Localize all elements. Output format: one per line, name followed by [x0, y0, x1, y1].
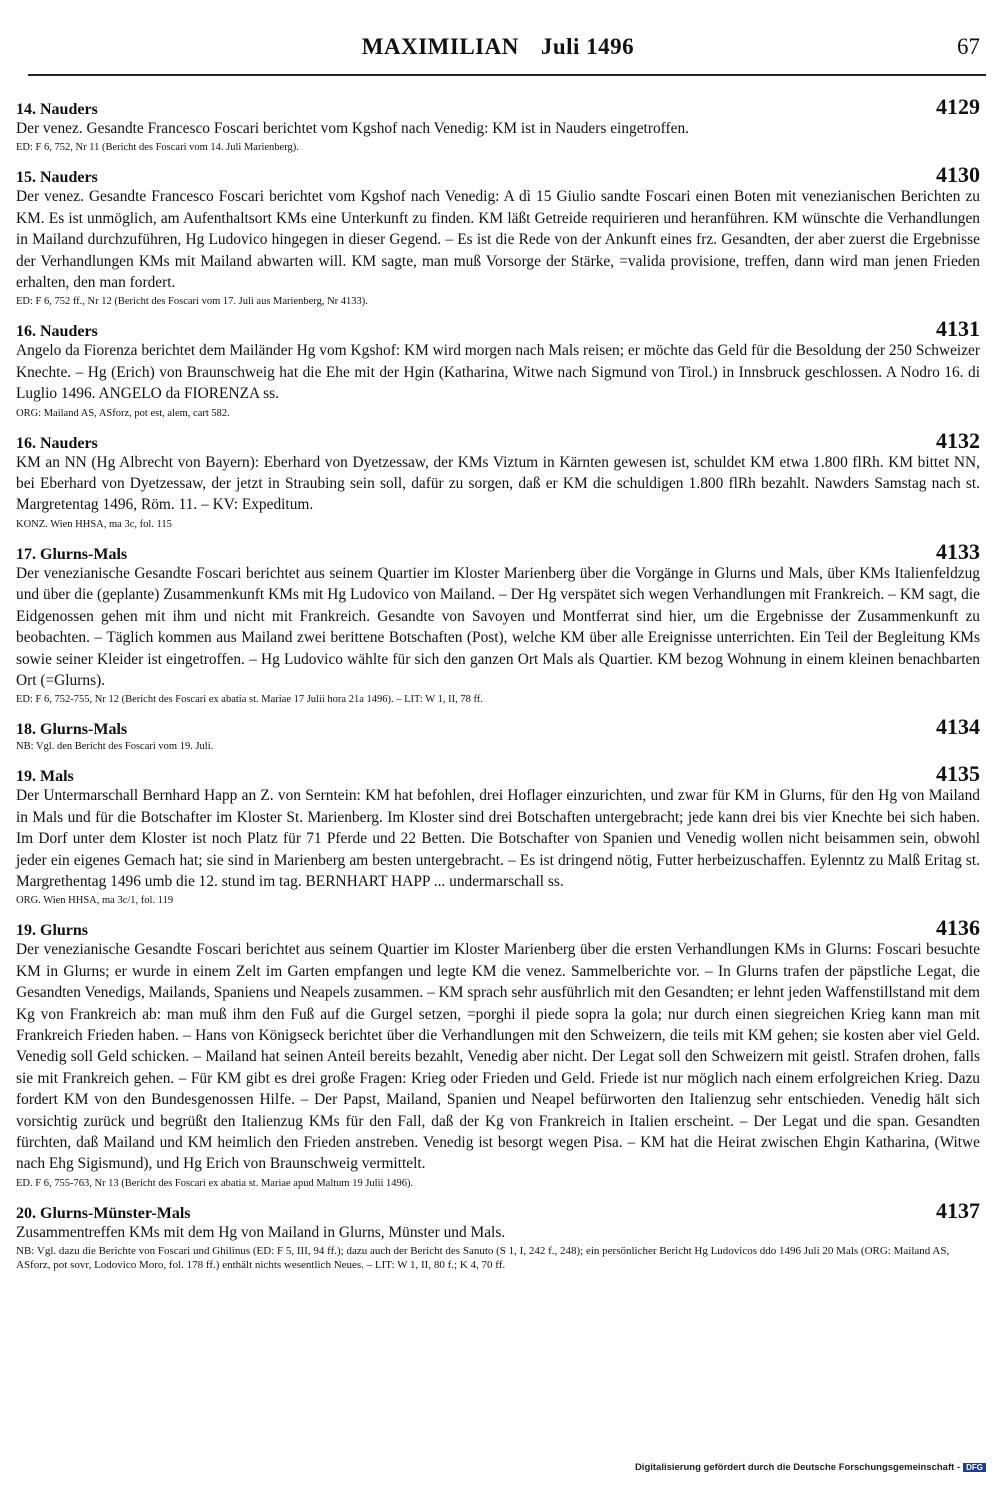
entry-4130	[16, 162, 980, 310]
entry-source: ORG. Wien HHSA, ma 3c/1, fol. 119	[16, 895, 174, 907]
entry-place: 20. Glurns-Münster-Mals	[16, 1204, 191, 1222]
entry-source: NB: Vgl. dazu die Berichte von Foscari und Ghilinus (ED: F 5, III, 94 ff.); dazu auch der Bericht des Sanuto (S 1, I, 242 f., 248); ein persönlicher Bericht Hg Ludovicos ddo 1496 Juli 20 Mals (ORG: Mailand AS, ASforz, pot sovr, Lodovico Moro, fol. 178 ff.) enthält nichts wesentlich Neues. – LIT: W 1, II, 80 f.; K 4, 70 ff.	[16, 1245, 950, 1272]
entry-text: Angelo da Fiorenza berichtet dem Mailänder Hg vom Kgshof: KM wird morgen nach Mals reisen; er möchte das Geld für die Besoldung der 250 Schweizer Knechte. – Hg (Erich) von Braunschweig hat die Ehe mit der Hgin (Katharina, Witwe nach Sigmund von Tirol.) in Innsbruck geschlossen. A Nodro 16. di Luglio 1496. ANGELO da FIORENZA ss.	[16, 342, 980, 403]
entry-4131	[16, 316, 980, 421]
entry-4132	[16, 428, 980, 533]
entry-source: ED: F 6, 752-755, Nr 12 (Bericht des Foscari ex abatia st. Mariae 17 Julii hora 21a 1496). – LIT: W 1, II, 78 ff.	[16, 694, 483, 706]
header-rule	[28, 74, 986, 76]
entry-text: Der venez. Gesandte Francesco Foscari berichtet vom Kgshof nach Venedig: A dì 15 Giulio sandte Foscari einen Boten mit venezianischen Berichten zu KM. Es ist unmöglich, am Aufenthaltsort KMs eine Unterkunft zu finden. KM läßt Getreide requirieren und heranführen. KM wünschte die Verhandlungen in Mailand durchzuführen, Hg Ludovico hingegen in dieser Gegend. – Es ist die Rede von der Ankunft eines frz. Gesandten, der aber zuerst die Ergebnisse der Verhandlungen KMs mit Mailand abwarten will. KM sagte, man muß Vorsorge der Stärke, =valida provisione, treffen, dann wird man jenen Frieden erhalten, den man fordert.	[16, 188, 980, 292]
entry-4135	[16, 761, 980, 909]
entry-place: 19. Glurns	[16, 922, 89, 940]
dfg-logo: DFG	[963, 1463, 986, 1472]
entry-4137	[16, 1198, 980, 1272]
entry-place: 16. Nauders	[16, 323, 98, 341]
document-page	[16, 34, 980, 1272]
entry-place: 14. Nauders	[16, 101, 98, 118]
entry-4129	[16, 94, 980, 156]
entry-source: ED: F 6, 752, Nr 11 (Bericht des Foscari vom 14. Juli Marienberg).	[16, 142, 299, 154]
entry-text: Der venez. Gesandte Francesco Foscari berichtet vom Kgshof nach Venedig: KM ist in Nauders eingetroffen.	[16, 120, 689, 137]
entry-number: 4134	[936, 714, 980, 740]
entry-source: ED. F 6, 755-763, Nr 13 (Bericht des Foscari ex abatia st. Mariae apud Maltum 19 Julii 1496).	[16, 1177, 414, 1189]
entry-4136	[16, 915, 980, 1191]
entry-list	[16, 94, 980, 1278]
entry-place: 19. Mals	[16, 768, 74, 786]
entry-place: 18. Glurns-Mals	[16, 721, 128, 739]
entry-text: Der Untermarschall Bernhard Happ an Z. von Serntein: KM hat befohlen, drei Hoflager einzurichten, und zwar für KM in Glurns, für den Hg von Mailand in Mals und für die Botschafter im Kloster St. Marienberg. Im Kloster sind drei Botschaften untergebracht; jede kann drei bis vier Knechte bei sich haben. Im Dorf unter dem Kloster ist noch Platz für 71 Pferde und 22 Betten. Die Botschafter von Spanien und Venedig wollen nicht beisammen sein, obwohl jeder ein eigenes Gemach hat; sie sind in Marienberg am besten untergebracht. – Es ist dringend nötig, Futter herbeizuschaffen. Eylenntz zu Malß Eritag st. Margrethentag 1496 umb die 12. stund im tag. BERNHART HAPP ... undermarschall ss.	[16, 787, 980, 890]
entry-number: 4132	[936, 427, 980, 453]
footer-text: Digitalisierung gefördert durch die Deutsche Forschungsgemeinschaft -	[634, 1462, 961, 1473]
running-title-name: MAXIMILIAN	[361, 34, 519, 59]
entry-number: 4137	[936, 1197, 980, 1223]
entry-number: 4131	[936, 316, 980, 342]
entry-number: 4130	[936, 162, 980, 188]
entry-source: ED: F 6, 752 ff., Nr 12 (Bericht des Foscari vom 17. Juli aus Marienberg, Nr 4133).	[16, 296, 368, 308]
funding-footer	[635, 1462, 986, 1473]
entry-text: Zusammentreffen KMs mit dem Hg von Mailand in Glurns, Münster und Mals.	[16, 1223, 506, 1241]
entry-number: 4133	[936, 538, 980, 564]
entry-place: 17. Glurns-Mals	[16, 545, 128, 563]
running-title	[16, 34, 980, 60]
entry-number: 4135	[936, 761, 980, 787]
running-title-date: Juli 1496	[540, 34, 635, 59]
entry-place: 16. Nauders	[16, 434, 98, 452]
entry-number: 4129	[936, 94, 980, 119]
entry-text: Der venezianische Gesandte Foscari berichtet aus seinem Quartier im Kloster Marienberg über die ersten Verhandlungen KMs in Glurns: Foscari besuchte KM in Glurns; er wurde in einem Zelt im Garten empfangen und legte KM die venez. Sammelberichte vor. – In Glurns trafen der päpstliche Legat, die Gesandten Venedigs, Mailands, Spaniens und Neapels zusammen. – KM sprach sehr ausführlich mit den Gesandten; er lehnt jeden Waffenstillstand mit dem Kg von Frankreich ab: man muß ihm den Fuß auf die Gurgel setzen, =porghi il piede sopra la gola; nur durch einen siegreichen Krieg kann man mit Frankreich Frieden haben. – Hans von Königseck berichtet über die Verhandlungen mit den Schweizern, die teils mit KM gehen; sie kosten aber viel Geld. Venedig soll Geld schicken. – Mailand hat seinen Anteil bereits bezahlt, Venedig aber nicht. Der Legat soll den Schweizern mit geistl. Strafen drohen, falls sie mit Frankreich gehen. – Für KM gibt es drei große Fragen: Krieg oder Frieden und Geld. Friede ist nur möglich nach einem erfolgreichen Krieg. Dazu fordert KM von den Bundesgenossen Hilfe. – Der Papst, Mailand, Spanien und Neapel befürworten den Italienzug sehr entschieden. Venedig hält sich vorsichtig zurück und begrüßt den Italienzug KMs für den Fall, daß der Kg von Frankreich in Italien erscheint. – Der Legat und die span. Gesandten fürchten, daß Mailand und KM heimlich den Frieden anstreben. Venedig ist besorgt wegen Pisa. – KM hat die Heirat zwischen Ehgin Katharina, (Witwe nach Ehg Sigismund), und Hg Erich von Braunschweig vermittelt.	[16, 941, 980, 1173]
entry-source: ORG: Mailand AS, ASforz, pot est, alem, cart 582.	[16, 407, 230, 419]
entry-4133	[16, 539, 980, 708]
entry-number: 4136	[936, 915, 980, 941]
entry-source: NB: Vgl. den Bericht des Foscari vom 19. Juli.	[16, 741, 214, 753]
page-number: 67	[957, 34, 980, 59]
running-header	[16, 34, 980, 70]
entry-source: KONZ. Wien HHSA, ma 3c, fol. 115	[16, 518, 172, 530]
entry-text: Der venezianische Gesandte Foscari berichtet aus seinem Quartier im Kloster Marienberg über die Vorgänge in Glurns und Mals, über KMs Italienfeldzug und über die (geplante) Zusammenkunft KMs mit Hg Ludovico von Mailand. – Der Hg verspätet sich wegen Verhandlungen mit Frankreich. – KM sagt, die Eidgenossen gehen mit ihm und nicht mit Frankreich. Gesandte von Savoyen und Montferrat sind hier, um die Ergebnisse der Zusammenkunft zu beobachten. – Täglich kommen aus Mailand zwei berittene Botschaften (Post), welche KM über alle Ereignisse unterrichten. Ein Teil der Begleitung KMs sowie seiner Kleider ist eingetroffen. – Hg Ludovico wählte für sich den ganzen Ort Mals als Quartier. KM bezog Wohnung in einem kleinen benachbarten Ort (=Glurns).	[16, 564, 980, 689]
entry-4134	[16, 714, 980, 755]
entry-place: 15. Nauders	[16, 169, 98, 187]
entry-text: KM an NN (Hg Albrecht von Bayern): Eberhard von Dyetzessaw, der KMs Viztum in Kärnten gewesen ist, schuldet KM etwa 1.800 flRh. KM bittet NN, bei Eberhard von Dyetzessaw, der jetzt in Straubing sein soll, dafür zu sorgen, daß er KM die schuldigen 1.800 flRh bezahlt. Nawders Samstag nach st. Margretentag 1496, Röm. 11. – KV: Expeditum.	[16, 453, 980, 514]
